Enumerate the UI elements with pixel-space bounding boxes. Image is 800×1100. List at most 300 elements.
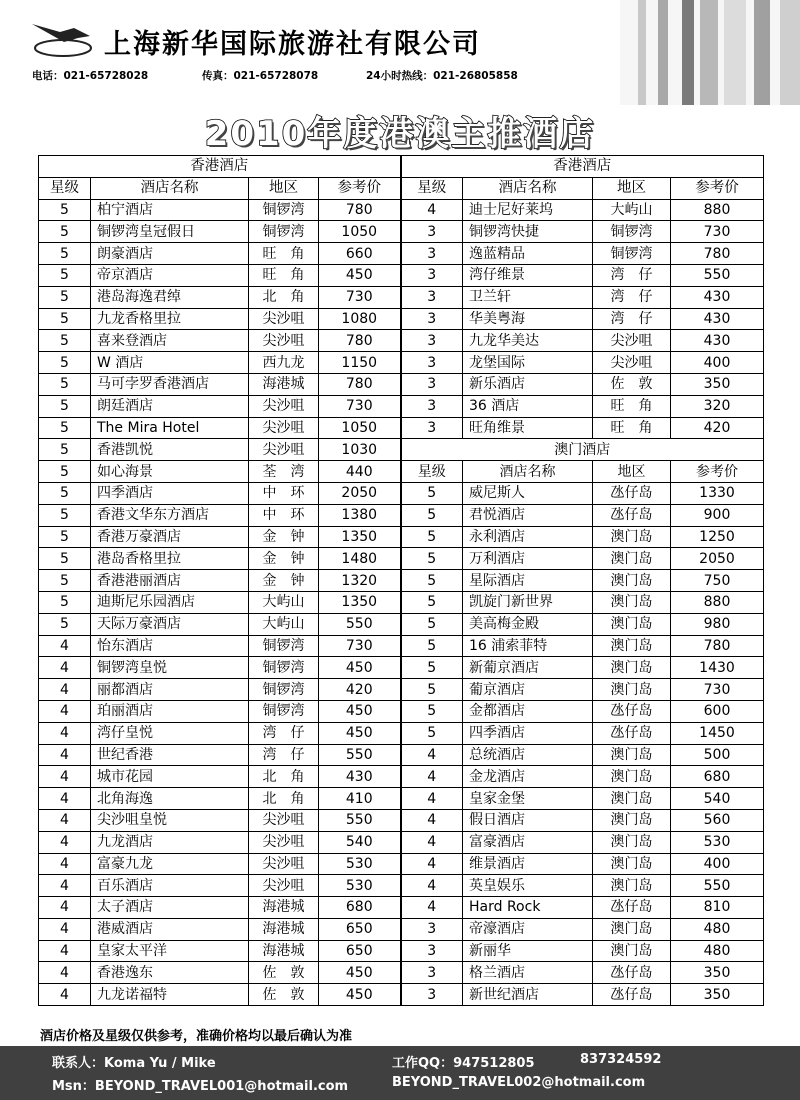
reference-price: 450 bbox=[319, 984, 401, 1006]
star-rating: 4 bbox=[39, 940, 91, 962]
hotel-name: 香港港丽酒店 bbox=[91, 570, 249, 592]
table-row bbox=[39, 853, 764, 875]
column-header: 地区 bbox=[249, 177, 319, 199]
reference-price: 1450 bbox=[671, 722, 764, 744]
district: 湾 仔 bbox=[593, 308, 671, 330]
reference-price: 550 bbox=[319, 744, 401, 766]
table-row bbox=[39, 613, 764, 635]
table-row bbox=[39, 482, 764, 504]
reference-price: 480 bbox=[671, 940, 764, 962]
page-title: 2010年度港澳主推酒店 bbox=[204, 114, 596, 154]
reference-price: 500 bbox=[671, 744, 764, 766]
reference-price: 540 bbox=[671, 788, 764, 810]
table-row bbox=[39, 461, 764, 483]
table-row bbox=[39, 417, 764, 439]
reference-price: 450 bbox=[319, 657, 401, 679]
reference-price: 780 bbox=[319, 330, 401, 352]
star-rating: 5 bbox=[39, 461, 91, 483]
hotel-name: 总统酒店 bbox=[463, 744, 593, 766]
reference-price: 1030 bbox=[319, 439, 401, 461]
hotel-name: 天际万豪酒店 bbox=[91, 613, 249, 635]
district: 旺 角 bbox=[593, 395, 671, 417]
reference-price: 730 bbox=[671, 221, 764, 243]
district: 尖沙咀 bbox=[249, 395, 319, 417]
star-rating: 5 bbox=[39, 199, 91, 221]
hotel-name: 四季酒店 bbox=[91, 482, 249, 504]
star-rating: 3 bbox=[401, 395, 463, 417]
reference-price: 750 bbox=[671, 570, 764, 592]
reference-price: 450 bbox=[319, 700, 401, 722]
district: 湾 仔 bbox=[249, 744, 319, 766]
star-rating: 4 bbox=[401, 831, 463, 853]
district: 旺 角 bbox=[249, 243, 319, 265]
district: 西九龙 bbox=[249, 352, 319, 374]
contact-person: 联系人：Koma Yu / Mike bbox=[52, 1056, 216, 1071]
hotel-name: 香港凯悦 bbox=[91, 439, 249, 461]
district: 北 角 bbox=[249, 788, 319, 810]
star-rating: 4 bbox=[39, 853, 91, 875]
district: 澳门岛 bbox=[593, 548, 671, 570]
hotel-name: 世纪香港 bbox=[91, 744, 249, 766]
reference-price: 1320 bbox=[319, 570, 401, 592]
table-row bbox=[39, 373, 764, 395]
star-rating: 5 bbox=[401, 548, 463, 570]
district: 氹仔岛 bbox=[593, 504, 671, 526]
hotel-name: 逸蓝精品 bbox=[463, 243, 593, 265]
hotel-name: 新葡京酒店 bbox=[463, 657, 593, 679]
district: 澳门岛 bbox=[593, 570, 671, 592]
table-row bbox=[39, 308, 764, 330]
reference-price: 450 bbox=[319, 264, 401, 286]
reference-price: 810 bbox=[671, 897, 764, 919]
reference-price: 730 bbox=[319, 395, 401, 417]
hotel-name: 威尼斯人 bbox=[463, 482, 593, 504]
table-row bbox=[39, 395, 764, 417]
star-rating: 5 bbox=[401, 657, 463, 679]
hotel-name: 格兰酒店 bbox=[463, 962, 593, 984]
hotel-name: Hard Rock bbox=[463, 897, 593, 919]
district: 湾 仔 bbox=[593, 264, 671, 286]
star-rating: 5 bbox=[401, 482, 463, 504]
hotel-name: 君悦酒店 bbox=[463, 504, 593, 526]
table-row bbox=[39, 221, 764, 243]
reference-price: 680 bbox=[671, 766, 764, 788]
district: 湾 仔 bbox=[593, 286, 671, 308]
table-row bbox=[39, 439, 764, 461]
district: 大屿山 bbox=[249, 613, 319, 635]
phone-number: 电话：021-65728028 bbox=[32, 70, 149, 82]
reference-price: 780 bbox=[671, 243, 764, 265]
district: 尖沙咀 bbox=[593, 330, 671, 352]
star-rating: 4 bbox=[39, 788, 91, 810]
district: 澳门岛 bbox=[593, 635, 671, 657]
reference-price: 1350 bbox=[319, 591, 401, 613]
district: 尖沙咀 bbox=[249, 831, 319, 853]
district: 氹仔岛 bbox=[593, 897, 671, 919]
msn-account-2: BEYOND_TRAVEL002@hotmail.com bbox=[392, 1075, 646, 1090]
table-row bbox=[39, 918, 764, 940]
district: 铜锣湾 bbox=[249, 635, 319, 657]
hotel-name: 朗豪酒店 bbox=[91, 243, 249, 265]
reference-price: 450 bbox=[319, 722, 401, 744]
star-rating: 5 bbox=[39, 221, 91, 243]
column-header: 参考价 bbox=[671, 177, 764, 199]
reference-price: 680 bbox=[319, 897, 401, 919]
hotel-name: 九龙香格里拉 bbox=[91, 308, 249, 330]
reference-price: 650 bbox=[319, 940, 401, 962]
hotel-name: 帝濠酒店 bbox=[463, 918, 593, 940]
star-rating: 4 bbox=[39, 722, 91, 744]
hotel-name: 太子酒店 bbox=[91, 897, 249, 919]
reference-price: 540 bbox=[319, 831, 401, 853]
district: 湾 仔 bbox=[249, 722, 319, 744]
district: 旺 角 bbox=[593, 417, 671, 439]
district: 氹仔岛 bbox=[593, 962, 671, 984]
district: 旺 角 bbox=[249, 264, 319, 286]
district: 海港城 bbox=[249, 940, 319, 962]
district: 尖沙咀 bbox=[249, 330, 319, 352]
district: 佐 敦 bbox=[593, 373, 671, 395]
hotel-name: 四季酒店 bbox=[463, 722, 593, 744]
column-header: 星级 bbox=[401, 461, 463, 483]
column-header-row bbox=[39, 177, 764, 199]
district: 金 钟 bbox=[249, 526, 319, 548]
star-rating: 3 bbox=[401, 221, 463, 243]
table-row bbox=[39, 700, 764, 722]
star-rating: 5 bbox=[39, 352, 91, 374]
hotel-name: 铜锣湾皇悦 bbox=[91, 657, 249, 679]
star-rating: 4 bbox=[39, 918, 91, 940]
reference-price: 730 bbox=[671, 679, 764, 701]
star-rating: 4 bbox=[401, 766, 463, 788]
star-rating: 4 bbox=[401, 897, 463, 919]
hotel-name: 假日酒店 bbox=[463, 809, 593, 831]
table-row bbox=[39, 875, 764, 897]
hotel-name: 永利酒店 bbox=[463, 526, 593, 548]
star-rating: 4 bbox=[401, 788, 463, 810]
star-rating: 3 bbox=[401, 940, 463, 962]
district: 海港城 bbox=[249, 373, 319, 395]
reference-price: 1330 bbox=[671, 482, 764, 504]
district: 铜锣湾 bbox=[249, 679, 319, 701]
district: 澳门岛 bbox=[593, 831, 671, 853]
hotel-name: 36 酒店 bbox=[463, 395, 593, 417]
star-rating: 5 bbox=[401, 613, 463, 635]
hotel-name: 卫兰轩 bbox=[463, 286, 593, 308]
reference-price: 400 bbox=[671, 352, 764, 374]
price-disclaimer: 酒店价格及星级仅供参考，准确价格均以最后确认为准 bbox=[40, 1029, 353, 1044]
district: 澳门岛 bbox=[593, 918, 671, 940]
district: 铜锣湾 bbox=[249, 657, 319, 679]
reference-price: 780 bbox=[319, 373, 401, 395]
hotel-name: 凯旋门新世界 bbox=[463, 591, 593, 613]
reference-price: 420 bbox=[319, 679, 401, 701]
hotel-name: 湾仔维景 bbox=[463, 264, 593, 286]
hotel-name: 港岛海逸君绰 bbox=[91, 286, 249, 308]
hotel-name: W 酒店 bbox=[91, 352, 249, 374]
district: 佐 敦 bbox=[249, 962, 319, 984]
star-rating: 5 bbox=[401, 635, 463, 657]
hotel-name: 怡东酒店 bbox=[91, 635, 249, 657]
table-row bbox=[39, 722, 764, 744]
hotel-name: 铜锣湾快捷 bbox=[463, 221, 593, 243]
column-header: 星级 bbox=[401, 177, 463, 199]
table-row bbox=[39, 788, 764, 810]
star-rating: 4 bbox=[39, 984, 91, 1006]
district: 尖沙咀 bbox=[593, 352, 671, 374]
district: 澳门岛 bbox=[593, 766, 671, 788]
table-row bbox=[39, 526, 764, 548]
district: 澳门岛 bbox=[593, 788, 671, 810]
hotel-name: 柏宁酒店 bbox=[91, 199, 249, 221]
star-rating: 3 bbox=[401, 286, 463, 308]
reference-price: 480 bbox=[671, 918, 764, 940]
hotel-name: 皇家金堡 bbox=[463, 788, 593, 810]
district: 尖沙咀 bbox=[249, 875, 319, 897]
table-row bbox=[39, 940, 764, 962]
work-qq: 工作QQ：947512805 bbox=[392, 1056, 535, 1071]
district: 荃 湾 bbox=[249, 461, 319, 483]
star-rating: 4 bbox=[401, 809, 463, 831]
star-rating: 5 bbox=[39, 330, 91, 352]
district: 尖沙咀 bbox=[249, 809, 319, 831]
hotel-name: 星际酒店 bbox=[463, 570, 593, 592]
district: 北 角 bbox=[249, 286, 319, 308]
star-rating: 3 bbox=[401, 918, 463, 940]
column-header: 酒店名称 bbox=[91, 177, 249, 199]
footer-bar bbox=[0, 1046, 800, 1100]
star-rating: 5 bbox=[39, 264, 91, 286]
star-rating: 5 bbox=[39, 243, 91, 265]
hotel-name: 新世纪酒店 bbox=[463, 984, 593, 1006]
reference-price: 650 bbox=[319, 918, 401, 940]
district: 澳门岛 bbox=[593, 809, 671, 831]
district: 氹仔岛 bbox=[593, 482, 671, 504]
reference-price: 550 bbox=[671, 264, 764, 286]
star-rating: 4 bbox=[401, 744, 463, 766]
district: 铜锣湾 bbox=[593, 221, 671, 243]
district: 中 环 bbox=[249, 482, 319, 504]
hotel-name: 珀丽酒店 bbox=[91, 700, 249, 722]
district: 佐 敦 bbox=[249, 984, 319, 1006]
district: 澳门岛 bbox=[593, 679, 671, 701]
hotel-name: 百乐酒店 bbox=[91, 875, 249, 897]
reference-price: 550 bbox=[671, 875, 764, 897]
district: 尖沙咀 bbox=[249, 439, 319, 461]
district: 澳门岛 bbox=[593, 657, 671, 679]
reference-price: 530 bbox=[319, 853, 401, 875]
star-rating: 3 bbox=[401, 962, 463, 984]
district: 北 角 bbox=[249, 766, 319, 788]
reference-price: 600 bbox=[671, 700, 764, 722]
hotel-name: 美高梅金殿 bbox=[463, 613, 593, 635]
column-header: 酒店名称 bbox=[463, 461, 593, 483]
reference-price: 730 bbox=[319, 635, 401, 657]
district: 尖沙咀 bbox=[249, 417, 319, 439]
table-row bbox=[39, 330, 764, 352]
star-rating: 4 bbox=[401, 853, 463, 875]
star-rating: 4 bbox=[401, 875, 463, 897]
table-row bbox=[39, 504, 764, 526]
hotel-name: 富豪酒店 bbox=[463, 831, 593, 853]
district: 尖沙咀 bbox=[249, 308, 319, 330]
district: 海港城 bbox=[249, 897, 319, 919]
hotel-name: 帝京酒店 bbox=[91, 264, 249, 286]
reference-price: 1350 bbox=[319, 526, 401, 548]
district: 氹仔岛 bbox=[593, 722, 671, 744]
star-rating: 5 bbox=[39, 613, 91, 635]
district: 铜锣湾 bbox=[249, 199, 319, 221]
reference-price: 350 bbox=[671, 373, 764, 395]
column-header: 星级 bbox=[39, 177, 91, 199]
star-rating: 5 bbox=[401, 700, 463, 722]
hotel-name: 北角海逸 bbox=[91, 788, 249, 810]
table-row bbox=[39, 897, 764, 919]
column-header: 参考价 bbox=[671, 461, 764, 483]
hotel-table-body bbox=[39, 156, 764, 1006]
district: 澳门岛 bbox=[593, 613, 671, 635]
column-header: 地区 bbox=[593, 177, 671, 199]
star-rating: 4 bbox=[39, 679, 91, 701]
column-header: 参考价 bbox=[319, 177, 401, 199]
table-row bbox=[39, 635, 764, 657]
star-rating: 4 bbox=[39, 657, 91, 679]
star-rating: 4 bbox=[39, 831, 91, 853]
hotel-name: 新乐酒店 bbox=[463, 373, 593, 395]
star-rating: 5 bbox=[401, 722, 463, 744]
star-rating: 5 bbox=[401, 679, 463, 701]
star-rating: 5 bbox=[401, 591, 463, 613]
section-title-macau: 澳门酒店 bbox=[401, 439, 764, 461]
hotel-name: 喜来登酒店 bbox=[91, 330, 249, 352]
star-rating: 5 bbox=[39, 482, 91, 504]
hotel-name: 马可孛罗香港酒店 bbox=[91, 373, 249, 395]
column-header: 地区 bbox=[593, 461, 671, 483]
hotel-name: The Mira Hotel bbox=[91, 417, 249, 439]
reference-price: 1380 bbox=[319, 504, 401, 526]
hotel-name: 16 浦索菲特 bbox=[463, 635, 593, 657]
hotel-name: 新丽华 bbox=[463, 940, 593, 962]
reference-price: 1050 bbox=[319, 221, 401, 243]
column-header: 酒店名称 bbox=[463, 177, 593, 199]
company-name: 上海新华国际旅游社有限公司 bbox=[104, 29, 481, 60]
table-row bbox=[39, 591, 764, 613]
reference-price: 980 bbox=[671, 613, 764, 635]
table-row bbox=[39, 243, 764, 265]
district: 金 钟 bbox=[249, 570, 319, 592]
district: 氹仔岛 bbox=[593, 984, 671, 1006]
hotel-name: 维景酒店 bbox=[463, 853, 593, 875]
header bbox=[0, 0, 800, 105]
work-qq-2: 837324592 bbox=[580, 1052, 662, 1067]
reference-price: 660 bbox=[319, 243, 401, 265]
star-rating: 5 bbox=[39, 286, 91, 308]
reference-price: 550 bbox=[319, 613, 401, 635]
table-row bbox=[39, 744, 764, 766]
reference-price: 1480 bbox=[319, 548, 401, 570]
star-rating: 3 bbox=[401, 243, 463, 265]
star-rating: 5 bbox=[39, 526, 91, 548]
hotline-number: 24小时热线：021-26805858 bbox=[366, 70, 518, 82]
table-row bbox=[39, 962, 764, 984]
table-row bbox=[39, 548, 764, 570]
table-row bbox=[39, 809, 764, 831]
hotel-name: 湾仔皇悦 bbox=[91, 722, 249, 744]
district: 大屿山 bbox=[593, 199, 671, 221]
star-rating: 3 bbox=[401, 984, 463, 1006]
star-rating: 3 bbox=[401, 417, 463, 439]
hotel-name: 城市花园 bbox=[91, 766, 249, 788]
hotel-name: 如心海景 bbox=[91, 461, 249, 483]
hotel-name: 丽都酒店 bbox=[91, 679, 249, 701]
decorative-stripes bbox=[620, 0, 800, 105]
reference-price: 530 bbox=[319, 875, 401, 897]
star-rating: 5 bbox=[401, 526, 463, 548]
hotel-name: 港岛香格里拉 bbox=[91, 548, 249, 570]
table-row bbox=[39, 352, 764, 374]
star-rating: 5 bbox=[401, 570, 463, 592]
reference-price: 430 bbox=[671, 286, 764, 308]
district: 铜锣湾 bbox=[249, 221, 319, 243]
reference-price: 430 bbox=[319, 766, 401, 788]
reference-price: 410 bbox=[319, 788, 401, 810]
district: 铜锣湾 bbox=[249, 700, 319, 722]
reference-price: 550 bbox=[319, 809, 401, 831]
star-rating: 4 bbox=[39, 744, 91, 766]
reference-price: 900 bbox=[671, 504, 764, 526]
hotel-name: 万利酒店 bbox=[463, 548, 593, 570]
hotel-name: 英皇娱乐 bbox=[463, 875, 593, 897]
district: 澳门岛 bbox=[593, 853, 671, 875]
section-header-row bbox=[39, 156, 764, 178]
star-rating: 5 bbox=[39, 395, 91, 417]
reference-price: 880 bbox=[671, 591, 764, 613]
table-row bbox=[39, 831, 764, 853]
star-rating: 4 bbox=[39, 897, 91, 919]
district: 澳门岛 bbox=[593, 744, 671, 766]
reference-price: 2050 bbox=[671, 548, 764, 570]
hotel-name: 金龙酒店 bbox=[463, 766, 593, 788]
table-row bbox=[39, 984, 764, 1006]
hotel-name: 迪士尼好莱坞 bbox=[463, 199, 593, 221]
reference-price: 1430 bbox=[671, 657, 764, 679]
star-rating: 3 bbox=[401, 330, 463, 352]
reference-price: 440 bbox=[319, 461, 401, 483]
table-row bbox=[39, 679, 764, 701]
reference-price: 400 bbox=[671, 853, 764, 875]
reference-price: 780 bbox=[319, 199, 401, 221]
reference-price: 1250 bbox=[671, 526, 764, 548]
star-rating: 4 bbox=[401, 199, 463, 221]
hotel-price-table bbox=[38, 155, 764, 1006]
district: 澳门岛 bbox=[593, 591, 671, 613]
msn-account-1: Msn：BEYOND_TRAVEL001@hotmail.com bbox=[52, 1079, 349, 1094]
district: 海港城 bbox=[249, 918, 319, 940]
star-rating: 5 bbox=[401, 504, 463, 526]
star-rating: 4 bbox=[39, 635, 91, 657]
hotel-name: 富豪九龙 bbox=[91, 853, 249, 875]
star-rating: 4 bbox=[39, 700, 91, 722]
reference-price: 320 bbox=[671, 395, 764, 417]
reference-price: 560 bbox=[671, 809, 764, 831]
star-rating: 3 bbox=[401, 373, 463, 395]
reference-price: 730 bbox=[319, 286, 401, 308]
reference-price: 1050 bbox=[319, 417, 401, 439]
reference-price: 430 bbox=[671, 308, 764, 330]
district: 尖沙咀 bbox=[249, 853, 319, 875]
star-rating: 5 bbox=[39, 308, 91, 330]
reference-price: 450 bbox=[319, 962, 401, 984]
